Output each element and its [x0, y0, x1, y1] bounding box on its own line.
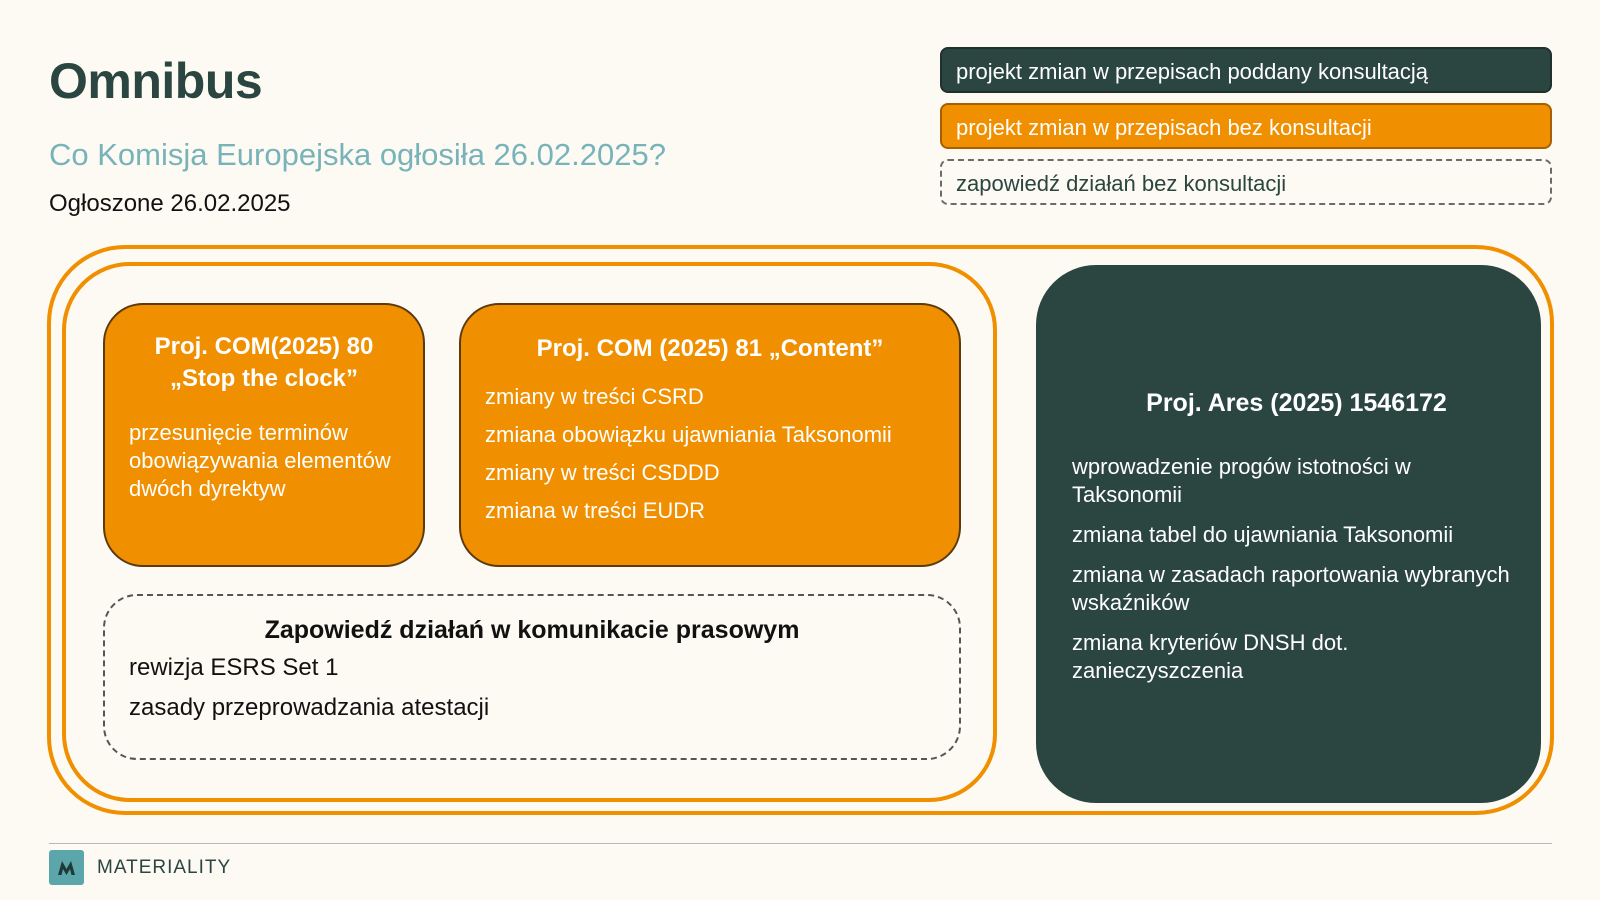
materiality-logo-icon [49, 850, 84, 885]
content-box [459, 303, 961, 567]
list-item: przesunięcie terminów obowiązywania elementów dwóch dyrektyw [129, 420, 391, 501]
list-item: zmiana tabel do ujawniania Taksonomii [1072, 522, 1454, 547]
stop-the-clock-list [129, 419, 399, 503]
list-item: zmiana kryteriów DNSH dot. zanieczyszczenia [1072, 630, 1349, 683]
content-list [485, 383, 935, 525]
list-item: zmiana w zasadach raportowania wybranych wskaźników [1072, 562, 1510, 615]
page-subtitle: Co Komisja Europejska ogłosiła 26.02.2025? [49, 137, 666, 172]
content-title: Proj. COM (2025) 81 „Content” [536, 335, 884, 362]
legend-item-not-consulted: projekt zmian w przepisach bez konsultacji [940, 103, 1552, 149]
list-item: zmiany w treści CSRD [485, 384, 704, 409]
list-item: zmiana obowiązku ujawniania Taksonomii [485, 422, 892, 447]
ares-list [1072, 453, 1521, 685]
legend-item-consulted: projekt zmian w przepisach poddany konsultacją [940, 47, 1552, 93]
stop-the-clock-box [103, 303, 425, 567]
brand-name: MATERIALITY [97, 857, 232, 878]
footer-divider [49, 843, 1552, 844]
list-item: zasady przeprowadzania atestacji [129, 694, 490, 721]
legend-item-announcement: zapowiedź działań bez konsultacji [940, 159, 1552, 205]
list-item: zmiany w treści CSDDD [485, 460, 720, 485]
press-announcement-list [129, 652, 935, 724]
ares-title: Proj. Ares (2025) 1546172 [1146, 389, 1447, 417]
list-item: zmiana w treści EUDR [485, 498, 706, 523]
stop-the-clock-title: Proj. COM(2025) 80 „Stop the clock” [154, 333, 374, 392]
press-announcement-title: Zapowiedź działań w komunikacie prasowym [264, 616, 800, 644]
legend [940, 47, 1552, 215]
announcement-date: Ogłoszone 26.02.2025 [49, 190, 291, 217]
ares-box [1036, 265, 1541, 803]
list-item: wprowadzenie progów istotności w Taksonomii [1072, 454, 1411, 507]
page-title: Omnibus [49, 53, 263, 109]
press-announcement-box [103, 594, 961, 760]
list-item: rewizja ESRS Set 1 [129, 654, 339, 681]
